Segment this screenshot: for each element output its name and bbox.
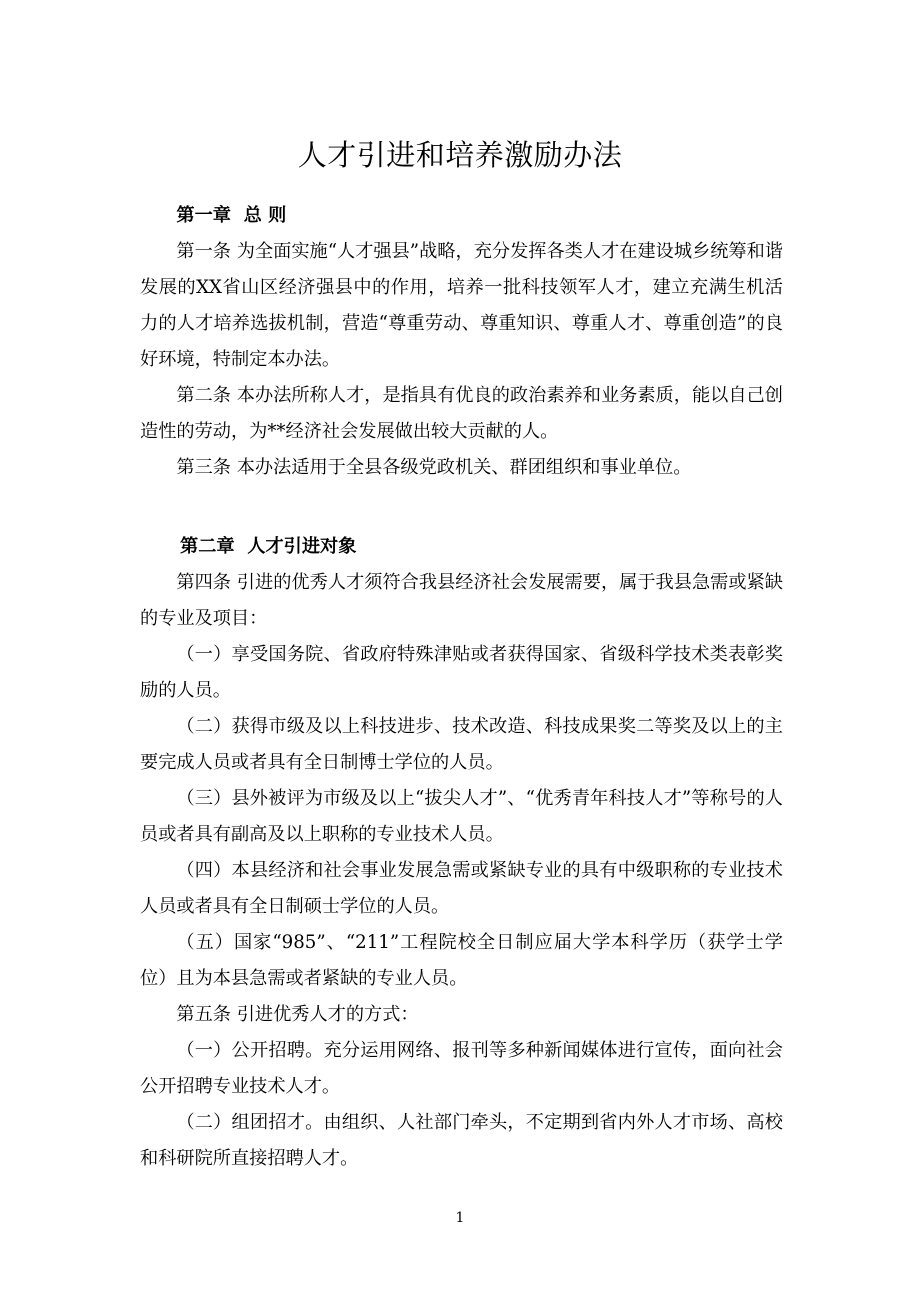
chapter-1-heading: 第一章 总 则 bbox=[176, 205, 287, 226]
chapter-2-heading: 第二章 人才引进对象 bbox=[180, 536, 357, 557]
article-4: 第四条 引进的优秀人才须符合我县经济社会发展需要，属于我县急需或紧缺的专业及项目： bbox=[140, 572, 783, 629]
article-4-item-2: （二）获得市级及以上科技进步、技术改造、科技成果奖二等奖及以上的主要完成人员或者具有全日制博士学位的人员。 bbox=[140, 716, 783, 773]
article-5-item-1: （一）公开招聘。充分运用网络、报刊等多种新闻媒体进行宣传，面向社会公开招聘专业技术人才。 bbox=[140, 1040, 783, 1097]
page-number: 1 bbox=[455, 1210, 465, 1226]
article-4-item-5: （五）国家“985”、“211”工程院校全日制应届大学本科学历（获学士学位）且为本县急需或者紧缺的专业人员。 bbox=[140, 932, 783, 989]
article-3: 第三条 本办法适用于全县各级党政机关、群团组织和事业单位。 bbox=[176, 457, 692, 478]
article-4-item-1: （一）享受国务院、省政府特殊津贴或者获得国家、省级科学技术类表彰奖励的人员。 bbox=[140, 644, 783, 701]
article-1: 第一条 为全面实施“人才强县”战略，充分发挥各类人才在建设城乡统筹和谐发展的XX省山区经济强县中的作用，培养一批科技领军人才，建立充满生机活力的人才培养选拔机制，营造“尊重劳动、尊重知识、尊重人才、尊重创造”的良好环境，特制定本办法。 bbox=[140, 241, 783, 370]
document-body bbox=[140, 198, 783, 1177]
article-2: 第二条 本办法所称人才，是指具有优良的政治素养和业务素质，能以自己创造性的劳动，为**经济社会发展做出较大贡献的人。 bbox=[140, 385, 783, 442]
article-5-item-2: （二）组团招才。由组织、人社部门牵头，不定期到省内外人才市场、高校和科研院所直接招聘人才。 bbox=[140, 1112, 783, 1169]
article-4-item-4: （四）本县经济和社会事业发展急需或紧缺专业的具有中级职称的专业技术人员或者具有全日制硕士学位的人员。 bbox=[140, 860, 783, 917]
article-4-item-3: （三）县外被评为市级及以上“拔尖人才”、“优秀青年科技人才”等称号的人员或者具有副高及以上职称的专业技术人员。 bbox=[140, 788, 783, 845]
document-title: 人才引进和培养激励办法 bbox=[297, 138, 623, 173]
article-5: 第五条 引进优秀人才的方式： bbox=[176, 1004, 419, 1025]
chapter-spacer bbox=[140, 486, 783, 529]
